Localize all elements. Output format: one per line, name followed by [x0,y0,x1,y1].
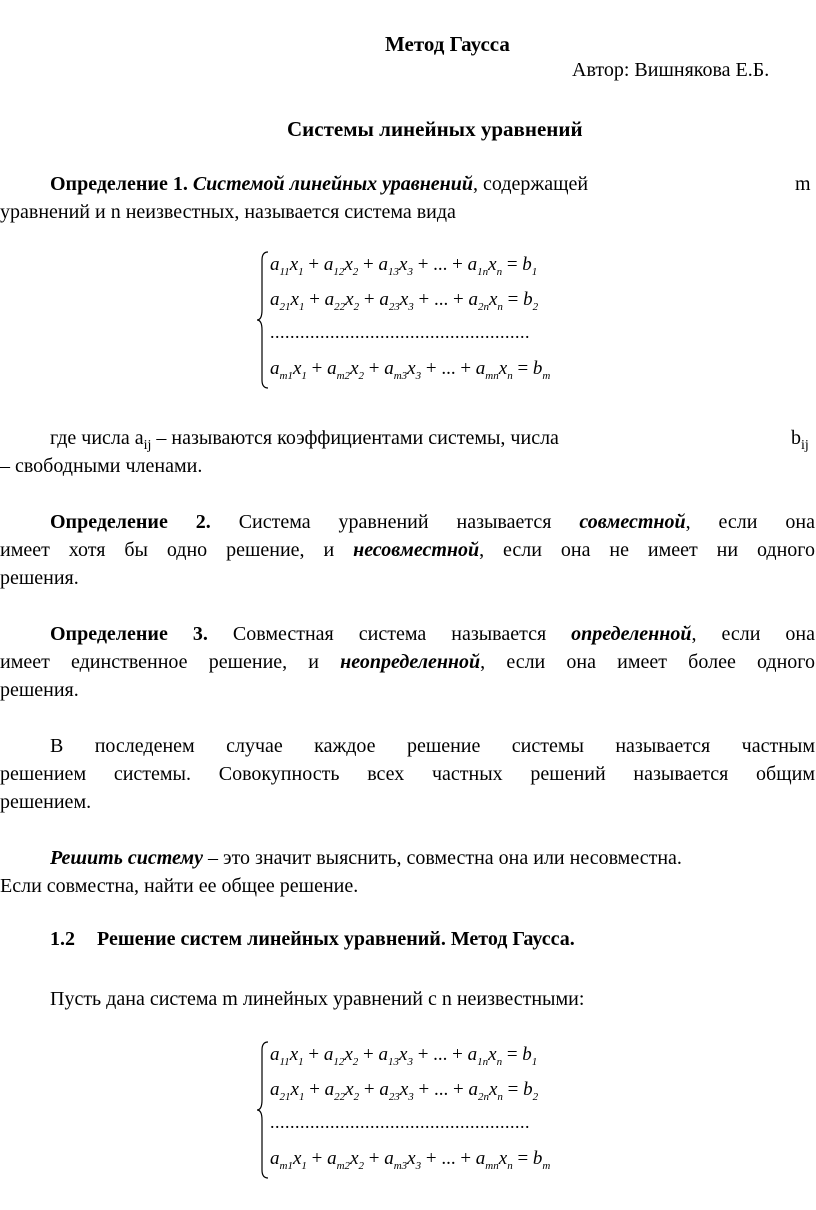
page-title: Метод Гаусса [385,32,510,56]
equation-dots: .................................................... [270,1112,530,1132]
equation-row-2: $a_{21}x_1 + a_{22}x_2 + a_{23}x_3$ + ... + $a_{2n}x_n = b_2$ [270,1079,539,1103]
definition-3-line-2: имеет единственное решение, и неопределенной, если она имеет более одного [0,651,815,673]
definition-2-line-1: Определение 2. Система уравнений называется совместной, если она [50,511,815,533]
where-line-1: где числа $a_{ij}$ – называются коэффициентами системы, числа [50,427,559,453]
paragraph-3: Пусть дана система m линейных уравнений с n неизвестными: [50,988,585,1010]
equation-row-4: $a_{m1}x_1 + a_{m2}x_2 + a_{m3}x_3$ + ... + $a_{mn}x_n = b_m$ [270,358,551,382]
paragraph-1-line-2: решением системы. Совокупность всех частных решений называется общим [0,763,815,785]
definition-1-line-2: уравнений и n неизвестных, называется система вида [0,201,456,223]
equation-system-1 [256,250,596,395]
author-line: Автор: Вишнякова Е.Б. [572,59,770,81]
section-heading: Системы линейных уравнений [287,117,583,141]
definition-2-line-2: имеет хотя бы одно решение, и несовместной, если она не имеет ни одного [0,539,815,561]
definition-1-term: Системой линейных уравнений [192,173,474,195]
equation-row-1: $a_{11}x_1 + a_{12}x_2 + a_{13}x_3$ + ... + $a_{1n}x_n = b_1$ [270,254,538,278]
definition-1-label: Определение 1. [50,173,188,195]
definition-3-line-1: Определение 3. Совместная система называется определенной, если она [50,623,815,645]
brace-icon [256,1040,270,1180]
equation-dots: .................................................... [270,322,530,342]
paragraph-1-line-3: решением. [0,791,92,813]
definition-1-m: m [795,173,811,195]
definition-1-line-1 [50,170,588,198]
equation-system-2 [256,1040,596,1185]
where-b: $b_{ij}$ [791,427,809,453]
paragraph-1-line-1: В последенем случае каждое решение системы называется частным [50,735,815,757]
definition-3-line-3: решения. [0,679,79,701]
paragraph-2-line-2: Если совместна, найти ее общее решение. [0,875,359,897]
equation-row-4: $a_{m1}x_1 + a_{m2}x_2 + a_{m3}x_3$ + ... + $a_{mn}x_n = b_m$ [270,1148,551,1172]
equation-row-2: $a_{21}x_1 + a_{22}x_2 + a_{23}x_3$ + ... + $a_{2n}x_n = b_2$ [270,289,539,313]
definition-2-line-3: решения. [0,567,79,589]
definition-1-text: , содержащей [473,173,589,195]
paragraph-2-line-1: Решить систему – это значит выяснить, совместна она или несовместна. [50,847,682,869]
equation-row-1: $a_{11}x_1 + a_{12}x_2 + a_{13}x_3$ + ... + $a_{1n}x_n = b_1$ [270,1044,538,1068]
where-line-2: – свободными членами. [0,455,203,477]
brace-icon [256,250,270,390]
section-2-heading: 1.2 Решение систем линейных уравнений. Метод Гаусса. [50,928,575,950]
